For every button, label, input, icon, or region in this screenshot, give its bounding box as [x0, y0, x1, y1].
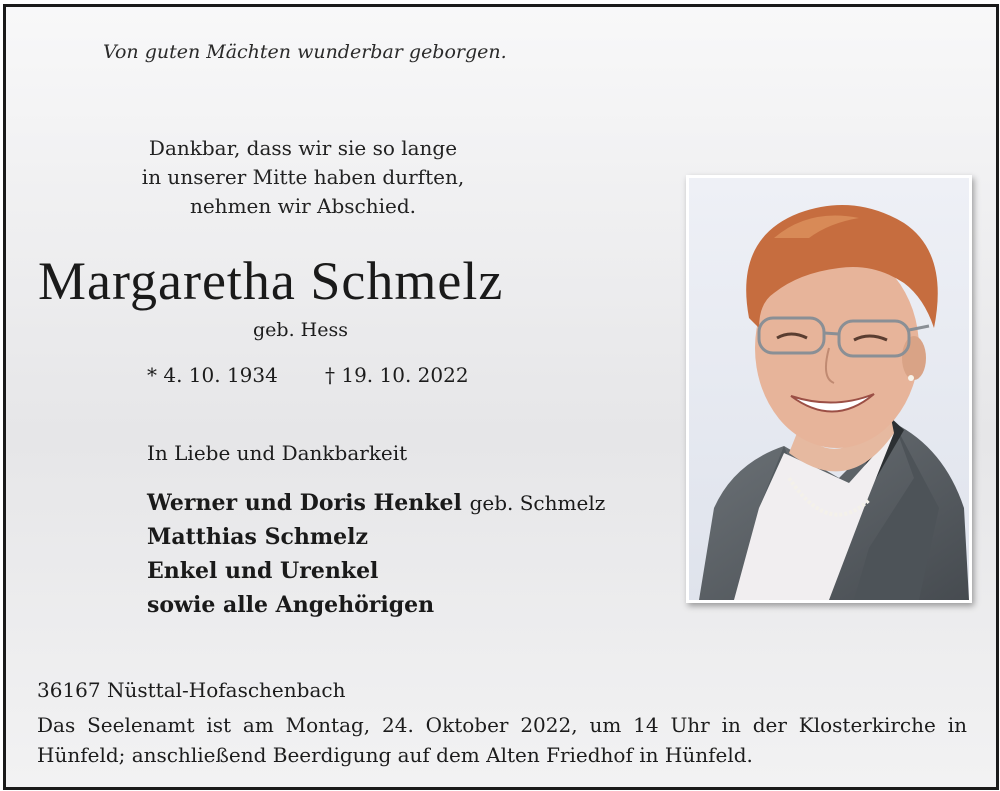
mourner-item	[147, 554, 605, 588]
mourner-name: sowie alle Angehörigen	[147, 592, 435, 618]
mourner-item	[147, 486, 605, 520]
mourner-name: Werner und Doris Henkel	[147, 490, 462, 516]
verse-line: in unserer Mitte haben durften,	[141, 165, 465, 189]
motto: Von guten Mächten wunderbar geborgen.	[103, 41, 507, 63]
residence: 36167 Nüsttal-Hofaschenbach	[37, 678, 346, 702]
birth-date: * 4. 10. 1934	[147, 363, 278, 387]
mourner-item	[147, 520, 605, 554]
maiden-name: geb. Hess	[253, 319, 348, 341]
service-info: Das Seelenamt ist am Montag, 24. Oktober 2022, um 14 Uhr in der Klosterkirche in Hünfeld; anschließend Beerdigung auf dem Alten Friedhof in Hünfeld.	[37, 713, 967, 767]
mourner-name: Enkel und Urenkel	[147, 558, 379, 584]
portrait-illustration	[689, 178, 969, 600]
mourner-suffix: geb. Schmelz	[469, 491, 606, 515]
mourner-item	[147, 588, 605, 622]
death-date: † 19. 10. 2022	[325, 363, 469, 387]
verse-line: nehmen wir Abschied.	[189, 194, 417, 218]
thanks-line: In Liebe und Dankbarkeit	[147, 441, 408, 465]
verse-line: Dankbar, dass wir sie so lange	[148, 136, 458, 160]
verse	[118, 134, 488, 221]
obituary-card	[3, 4, 999, 790]
deceased-name: Margaretha Schmelz	[38, 251, 504, 311]
mourner-name: Matthias Schmelz	[147, 524, 368, 550]
mourners-list	[147, 486, 605, 622]
portrait-photo	[686, 175, 972, 603]
